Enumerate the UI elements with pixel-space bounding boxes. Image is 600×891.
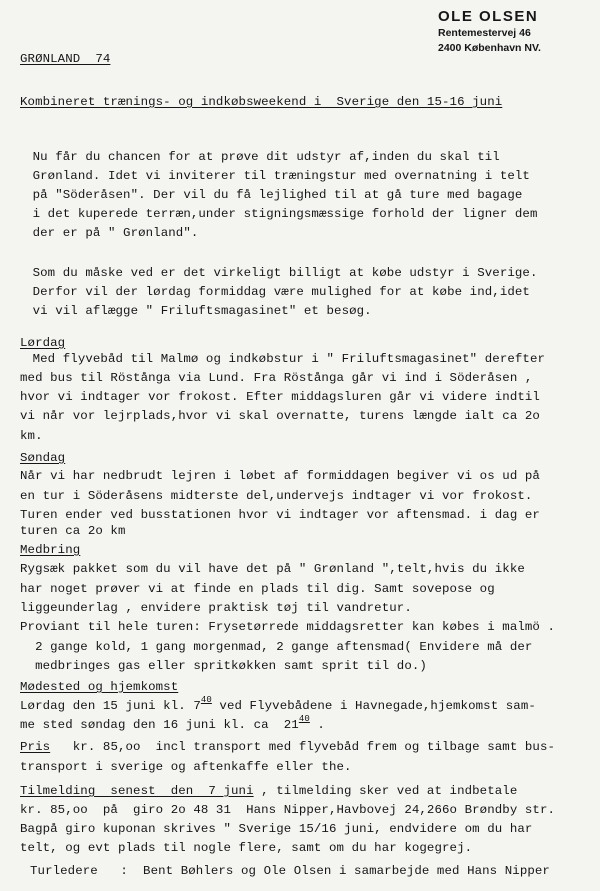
document-tag: GRØNLAND 74 bbox=[20, 52, 111, 66]
pris-line: transport i sverige og aftenkaffe eller the. bbox=[20, 760, 352, 774]
document-subject: Kombineret trænings- og indkøbsweekend i Sverige den 15-16 juni bbox=[20, 95, 503, 109]
modested-line bbox=[20, 695, 536, 714]
intro-line: Derfor vil der lørdag formiddag være mulighed for at købe ind,idet bbox=[10, 285, 530, 299]
modested-text: . bbox=[309, 718, 325, 732]
sondag-line: en tur i Söderåsens midterste del,undervejs indtager vi vor frokost. bbox=[20, 489, 533, 503]
section-heading-tilmelding: Tilmelding senest den 7 juni bbox=[20, 784, 254, 798]
intro-line: Som du måske ved er det virkeligt billigt at købe udstyr i Sverige. bbox=[10, 266, 538, 280]
sondag-line: Turen ender ved busstationen hvor vi indtager vor aftensmad. i dag er bbox=[20, 508, 540, 522]
intro-line: Grønland. Idet vi inviterer til træningstur med overnatning i telt bbox=[10, 169, 530, 183]
medbring-line: medbringes gas eller spritkøkken samt sprit til do.) bbox=[20, 659, 427, 673]
sender-street: Rentemestervej 46 bbox=[438, 27, 531, 39]
pris-text: kr. 85,oo incl transport med flyvebåd frem og tilbage samt bus- bbox=[50, 740, 556, 754]
lordag-line: vi når vor lejrplads,hvor vi skal overnatte, turens længde ialt ca 2o bbox=[20, 409, 540, 423]
modested-text: me sted søndag den 16 juni kl. ca 21 bbox=[20, 718, 299, 732]
intro-line: Nu får du chancen for at prøve dit udstyr af,inden du skal til bbox=[10, 150, 500, 164]
section-heading-lordag: Lørdag bbox=[20, 336, 66, 350]
medbring-line: Rygsæk pakket som du vil have det på " Grønland ",telt,hvis du ikke bbox=[20, 562, 525, 576]
turledere-line: Turledere : Bent Bøhlers og Ole Olsen i samarbejde med Hans Nipper bbox=[30, 864, 550, 878]
tilmelding-line: kr. 85,oo på giro 2o 48 31 Hans Nipper,Havbovej 24,266o Brøndby str. bbox=[20, 803, 556, 817]
intro-line: på "Söderåsen". Der vil du få lejlighed til at gå ture med bagage bbox=[10, 188, 523, 202]
tilmelding-line bbox=[20, 784, 517, 798]
letterhead bbox=[438, 8, 578, 56]
sender-name: OLE OLSEN bbox=[438, 8, 539, 25]
time-minutes: 40 bbox=[200, 695, 212, 705]
section-heading-pris: Pris bbox=[20, 740, 51, 754]
intro-line: der er på " Grønland". bbox=[10, 226, 199, 240]
time-minutes: 40 bbox=[298, 714, 310, 724]
lordag-line: hvor vi indtager vor frokost. Efter middagsluren går vi videre indtil bbox=[20, 390, 540, 404]
modested-text: Lørdag den 15 juni kl. 7 bbox=[20, 699, 201, 713]
section-heading-sondag: Søndag bbox=[20, 451, 66, 465]
modested-line bbox=[20, 714, 325, 733]
modested-text: ved Flyvebådene i Havnegade,hjemkomst sam- bbox=[211, 699, 536, 713]
tilmelding-text: , tilmelding sker ved at indbetale bbox=[253, 784, 518, 798]
tilmelding-line: Bagpå giro kuponan skrives " Sverige 15/16 juni, endvidere om du har bbox=[20, 822, 533, 836]
pris-line bbox=[20, 740, 555, 754]
intro-line: vi vil aflægge " Friluftsmagasinet" et besøg. bbox=[10, 304, 372, 318]
lordag-line: med bus til Röstånga via Lund. Fra Röstånga går vi ind i Söderåsen , bbox=[20, 371, 533, 385]
lordag-line: km. bbox=[20, 429, 43, 443]
medbring-line: liggeunderlag , envidere praktisk tøj til vandretur. bbox=[20, 601, 412, 615]
sondag-line: Når vi har nedbrudt lejren i løbet af formiddagen begiver vi os ud på bbox=[20, 469, 540, 483]
medbring-line: har noget prøver vi at finde en plads til dig. Samt sovepose og bbox=[20, 582, 495, 596]
section-heading-medbring: Medbring bbox=[20, 543, 81, 557]
section-heading-modested: Mødested og hjemkomst bbox=[20, 680, 179, 694]
sender-city: 2400 København NV. bbox=[438, 42, 541, 54]
tilmelding-line: telt, og evt plads til nogle flere, samt om du har kogegrej. bbox=[20, 841, 473, 855]
sondag-line: turen ca 2o km bbox=[20, 524, 126, 538]
medbring-line: 2 gange kold, 1 gang morgenmad, 2 gange aftensmad( Envidere må der bbox=[20, 640, 533, 654]
intro-line: i det kuperede terræn,under stigningsmæssige forhold der ligner dem bbox=[10, 207, 538, 221]
lordag-line: Med flyvebåd til Malmø og indkøbstur i " Friluftsmagasinet" derefter bbox=[10, 352, 546, 366]
medbring-line: Proviant til hele turen: Frysetørrede middagsretter kan købes i malmö . bbox=[20, 620, 556, 634]
